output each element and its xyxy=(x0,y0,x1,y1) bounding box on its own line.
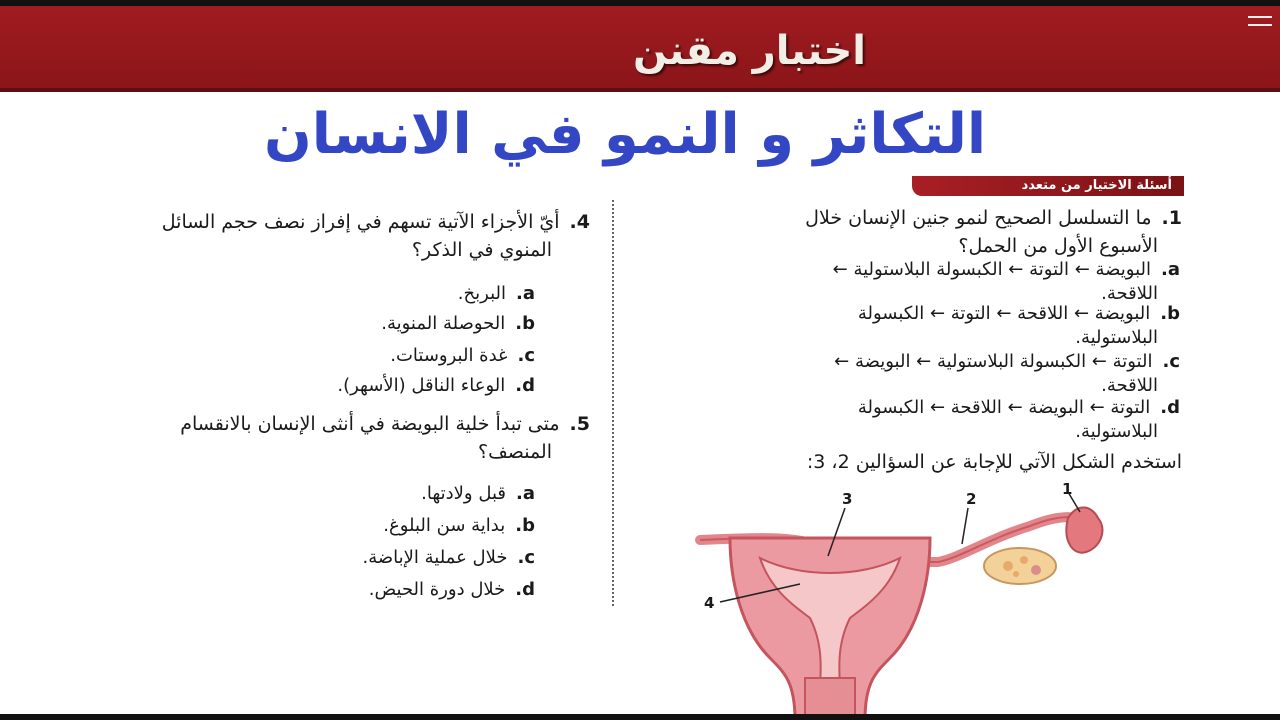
option-text: التوتة ← الكبسولة البلاستولية ← البويضة ← xyxy=(834,351,1153,372)
option-letter: d. xyxy=(515,375,535,396)
question-5-line1: متى تبدأ خلية البويضة في أنثى الإنسان بالانقسام xyxy=(180,413,560,435)
option-letter: b. xyxy=(515,313,535,334)
question-5 xyxy=(45,410,590,466)
bottom-rule xyxy=(0,714,1280,720)
question-4-option-b[interactable] xyxy=(215,312,535,336)
option-letter: a. xyxy=(1161,259,1180,280)
option-text: البربخ. xyxy=(457,283,506,304)
option-text: البويضة ← التوتة ← الكبسولة البلاستولية ← xyxy=(832,259,1151,280)
question-4-option-a[interactable] xyxy=(215,282,535,306)
question-4-option-d[interactable] xyxy=(215,374,535,398)
option-text: الوعاء الناقل (الأسهر). xyxy=(337,375,506,396)
diagram-label-4: 4 xyxy=(704,594,715,612)
diagram-label-3: 3 xyxy=(842,490,853,508)
banner-title: اختبار مقنن xyxy=(632,28,866,74)
question-5-number: 5. xyxy=(569,413,590,435)
question-4-option-c[interactable] xyxy=(215,344,535,368)
question-1-line1: ما التسلسل الصحيح لنمو جنين الإنسان خلال xyxy=(805,207,1152,229)
option-text: البويضة ← اللاقحة ← التوتة ← الكبسولة xyxy=(857,303,1151,324)
option-letter: b. xyxy=(515,515,535,536)
question-1-line2: الأسبوع الأول من الحمل؟ xyxy=(958,235,1158,257)
option-text-cont: البلاستولية. xyxy=(1075,327,1158,348)
option-letter: b. xyxy=(1160,303,1180,324)
diagram-label-2: 2 xyxy=(966,490,977,508)
diagram-instruction: استخدم الشكل الآتي للإجابة عن السؤالين 2، 3: xyxy=(806,451,1182,473)
option-letter: c. xyxy=(1162,351,1180,372)
column-divider xyxy=(612,200,614,606)
header-banner xyxy=(0,6,1280,88)
question-4 xyxy=(45,208,590,264)
option-text: خلال دورة الحيض. xyxy=(368,579,506,600)
menu-icon xyxy=(1248,16,1272,26)
question-5-option-b[interactable] xyxy=(215,514,535,538)
option-text: التوتة ← البويضة ← اللاقحة ← الكبسولة xyxy=(857,397,1151,418)
diagram-label-1: 1 xyxy=(1062,480,1073,498)
page-title: التكاثر و النمو في الانسان xyxy=(263,102,987,167)
question-4-line2: المنوي في الذكر؟ xyxy=(411,239,552,261)
uterus-illustration xyxy=(690,478,1130,720)
question-4-line1: أيّ الأجزاء الآتية تسهم في إفراز نصف حجم السائل xyxy=(161,211,560,233)
option-text-cont: البلاستولية. xyxy=(1075,421,1158,442)
question-5-option-d[interactable] xyxy=(215,578,535,602)
option-text: خلال عملية الإباضة. xyxy=(362,547,508,568)
option-text: بداية سن البلوغ. xyxy=(383,515,506,536)
question-1-option-d[interactable] xyxy=(640,396,1180,444)
uterus-diagram xyxy=(690,478,1130,720)
option-text: الحوصلة المنوية. xyxy=(381,313,506,334)
question-4-number: 4. xyxy=(569,211,590,233)
question-1-option-c[interactable] xyxy=(640,350,1180,398)
section-tag: أسئلة الاختيار من متعدد xyxy=(912,176,1184,196)
question-1-option-a[interactable] xyxy=(640,258,1180,306)
question-5-option-a[interactable] xyxy=(215,482,535,506)
option-letter: a. xyxy=(516,483,535,504)
question-5-line2: المنصف؟ xyxy=(477,441,552,463)
option-letter: a. xyxy=(516,283,535,304)
question-1-number: 1. xyxy=(1161,207,1182,229)
option-text: قبل ولادتها. xyxy=(421,483,506,504)
question-1-option-b[interactable] xyxy=(640,302,1180,350)
option-letter: d. xyxy=(1160,397,1180,418)
option-text-cont: اللاقحة. xyxy=(1101,375,1158,396)
question-5-option-c[interactable] xyxy=(215,546,535,570)
option-letter: c. xyxy=(517,345,535,366)
question-1 xyxy=(622,204,1182,260)
option-letter: d. xyxy=(515,579,535,600)
banner-rim xyxy=(0,88,1280,92)
option-text-cont: اللاقحة. xyxy=(1101,283,1158,304)
option-letter: c. xyxy=(517,547,535,568)
option-text: غدة البروستات. xyxy=(390,345,508,366)
